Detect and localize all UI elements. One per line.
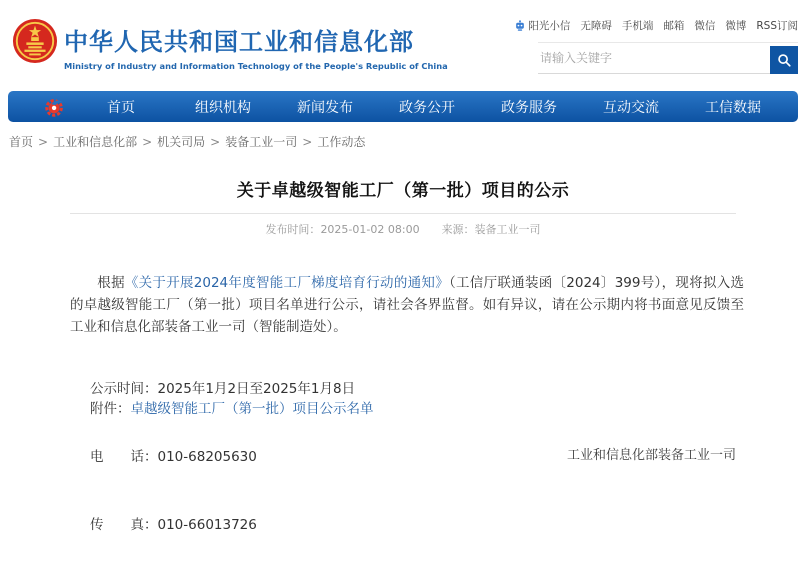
site-title-block: [64, 22, 448, 71]
article-paragraph: [70, 272, 744, 338]
attachment-link[interactable]: 卓越级智能工厂（第一批）项目公示名单: [130, 401, 374, 417]
breadcrumb-home[interactable]: 首页: [9, 135, 34, 149]
nav-item-gov-services[interactable]: 政务服务: [501, 99, 557, 116]
notice-link[interactable]: 《关于开展2024年度智能工厂梯度培育行动的通知》: [124, 275, 449, 291]
site-header: [0, 0, 806, 88]
nav-item-data[interactable]: 工信数据: [705, 99, 761, 116]
article-signature: 工业和信息化部装备工业一司: [566, 448, 736, 463]
article-title: 关于卓越级智能工厂（第一批）项目的公示: [236, 181, 570, 201]
phone-line: 电 话：010-68205630: [90, 448, 257, 465]
national-emblem-icon: [12, 17, 58, 65]
robot-icon: [514, 20, 526, 32]
attachment-row: [90, 397, 374, 417]
top-link-label: 阳光小信: [528, 20, 571, 32]
breadcrumb-miit[interactable]: 工业和信息化部: [53, 135, 138, 149]
top-link-mobile[interactable]: 手机端: [621, 20, 654, 32]
breadcrumb-departments[interactable]: 机关司局: [157, 135, 206, 149]
source-label: 来源：: [441, 223, 475, 236]
breadcrumb-work-news[interactable]: 工作动态: [317, 135, 366, 149]
nav-item-news[interactable]: 新闻发布: [297, 99, 353, 116]
top-links: [528, 18, 798, 33]
header-right: [528, 18, 798, 74]
breadcrumb-equipment-dept[interactable]: 装备工业一司: [225, 135, 298, 149]
top-link-mail[interactable]: 邮箱: [663, 20, 685, 32]
nav-item-interaction[interactable]: 互动交流: [603, 99, 659, 116]
paragraph-text: （工信厅联通装函〔2024〕399号），现将拟入选的卓越级智能工厂（第一批）项目名单进行公示，请社会各界监督。如有异议，请在公示期内将书面意见反馈至工业和信息化部装备工业一司（智能制造处）。: [70, 275, 745, 335]
top-link-rss[interactable]: RSS订阅: [756, 20, 798, 32]
top-link-sunshine-assistant[interactable]: [514, 18, 570, 33]
breadcrumb-separator: >: [210, 135, 221, 149]
fax-line: 传 真：010-66013726: [90, 516, 257, 533]
top-link-weibo[interactable]: 微博: [725, 20, 747, 32]
nav-item-organization[interactable]: 组织机构: [195, 99, 251, 116]
breadcrumb-separator: >: [302, 135, 313, 149]
publish-time-label: 发布时间：: [265, 223, 321, 236]
search-icon: [777, 53, 792, 68]
miit-logo-icon: [44, 96, 66, 118]
source-value: 装备工业一司: [474, 223, 541, 236]
nav-item-gov-disclosure[interactable]: 政务公开: [399, 99, 455, 116]
publish-time: 2025-01-02 08:00: [320, 223, 420, 236]
site-title: 中华人民共和国工业和信息化部: [64, 28, 414, 56]
search-button[interactable]: [770, 46, 798, 74]
nav-item-home[interactable]: 首页: [107, 99, 135, 116]
search-input[interactable]: [538, 47, 770, 74]
main-nav: [8, 91, 798, 122]
title-divider: [70, 213, 736, 214]
search-bar: [538, 46, 798, 74]
paragraph-text: 根据: [97, 275, 125, 291]
article-meta: [70, 221, 736, 237]
attachment-label: 附件：: [90, 401, 131, 417]
public-period: 公示时间：2025年1月2日至2025年1月8日: [90, 381, 356, 398]
top-link-accessibility[interactable]: 无障碍: [580, 20, 612, 32]
site-subtitle: Ministry of Industry and Information Technology of the People's Republic of China: [64, 61, 448, 71]
header-divider: [538, 42, 798, 43]
breadcrumb-separator: >: [38, 135, 49, 149]
breadcrumb-separator: >: [142, 135, 153, 149]
breadcrumb: [9, 133, 365, 150]
top-link-wechat[interactable]: 微信: [694, 20, 716, 32]
